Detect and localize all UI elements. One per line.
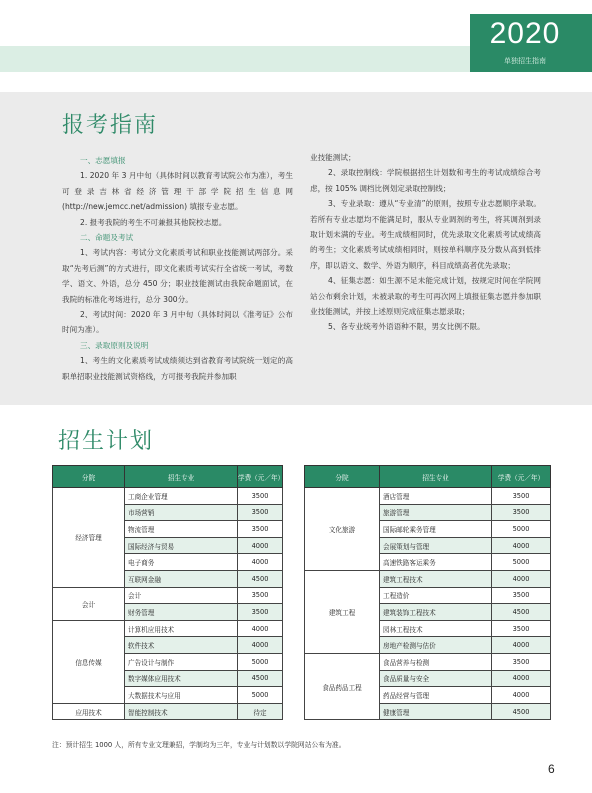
header-fee: 学费（元／年） — [238, 466, 283, 488]
fee-cell: 3500 — [238, 504, 283, 521]
major-cell: 园林工程技术 — [380, 620, 492, 637]
major-cell: 旅游管理 — [380, 504, 492, 521]
paragraph: 1、考生的文化素质考试成绩须达到省教育考试院统一划定的高职单招职业技能测试资格线，方可报考我院并参加职 — [62, 356, 293, 381]
major-cell: 会计 — [125, 587, 238, 604]
fee-cell: 4000 — [238, 620, 283, 637]
fee-cell: 5000 — [238, 653, 283, 670]
plan-note: 注：预计招生 1000 人，所有专业文理兼招，学制均为三年，专业与计划数以学院网站公布为准。 — [52, 741, 346, 749]
fee-cell: 3500 — [492, 620, 551, 637]
category-cell: 食品药品工程 — [305, 653, 380, 719]
table-row — [53, 488, 283, 505]
paragraph: 2、录取控制线：学院根据招生计划数和考生的考试成绩综合考虑，按 105% 调档比例划定录取控制线； — [310, 168, 541, 193]
major-cell: 软件技术 — [125, 637, 238, 654]
fee-cell: 4000 — [492, 637, 551, 654]
fee-cell: 3500 — [492, 504, 551, 521]
fee-cell: 4000 — [492, 687, 551, 704]
fee-cell: 4500 — [238, 670, 283, 687]
major-cell: 酒店管理 — [380, 488, 492, 505]
table-row — [53, 587, 283, 604]
category-cell: 文化旅游 — [305, 488, 380, 571]
header-category: 分院 — [53, 466, 125, 488]
fee-cell: 4000 — [238, 554, 283, 571]
major-cell: 工程造价 — [380, 587, 492, 604]
enrollment-table-right — [304, 465, 551, 720]
header-fee: 学费（元／年） — [492, 466, 551, 488]
guide-left-column — [62, 153, 293, 384]
fee-cell: 5000 — [492, 554, 551, 571]
paragraph: 业技能测试； — [310, 153, 356, 162]
category-cell: 经济管理 — [53, 488, 125, 588]
section-heading: 二、命题及考试 — [80, 233, 134, 243]
paragraph: 1、考试内容：考试分文化素质考试和职业技能测试两部分。采取“先考后测”的方式进行，即文化素质考试实行全省统一考试，考数学、语文、外语，总分 450 分；职业技能测试由我院命题面试，在我院的标准化考场进行，总分 300分。 — [62, 248, 293, 304]
major-cell: 数字媒体应用技术 — [125, 670, 238, 687]
fee-cell: 4000 — [492, 537, 551, 554]
fee-cell: 3500 — [238, 488, 283, 505]
fee-cell: 4500 — [492, 604, 551, 621]
major-cell: 建筑装饰工程技术 — [380, 604, 492, 621]
major-cell: 工商企业管理 — [125, 488, 238, 505]
major-cell: 广告设计与制作 — [125, 653, 238, 670]
table-row — [53, 620, 283, 637]
header-major: 招生专业 — [380, 466, 492, 488]
enrollment-table-left — [52, 465, 283, 720]
category-cell: 信息传媒 — [53, 620, 125, 703]
major-cell: 建筑工程技术 — [380, 570, 492, 587]
fee-cell: 4000 — [238, 637, 283, 654]
fee-cell: 5000 — [492, 521, 551, 538]
major-cell: 大数据技术与应用 — [125, 687, 238, 704]
major-cell: 财务管理 — [125, 604, 238, 621]
fee-cell: 4500 — [238, 570, 283, 587]
section-heading: 三、录取原则及说明 — [80, 340, 149, 350]
table-row — [53, 703, 283, 720]
category-cell: 应用技术 — [53, 703, 125, 720]
paragraph: 2. 报考我院的考生不可兼报其他院校志愿。 — [80, 217, 227, 227]
paragraph: 1. 2020 年 3 月中旬（具体时间以教育考试院公布为准），考生可登录吉林省经济管理干部学院招生信息网 (http://new.jemcc.net/admission) 填报专业志愿。 — [62, 171, 293, 212]
year-badge — [470, 14, 580, 72]
fee-cell: 4000 — [492, 670, 551, 687]
table-row — [305, 653, 551, 670]
category-cell: 会计 — [53, 587, 125, 620]
fee-cell: 待定 — [238, 703, 283, 720]
fee-cell: 3500 — [238, 521, 283, 538]
major-cell: 国际经济与贸易 — [125, 537, 238, 554]
major-cell: 食品质量与安全 — [380, 670, 492, 687]
paragraph: 2、考试时间：2020 年 3 月中旬（具体时间以《准考证》公布时间为准）。 — [62, 310, 293, 335]
fee-cell: 3500 — [492, 653, 551, 670]
major-cell: 市场营销 — [125, 504, 238, 521]
table-row — [305, 570, 551, 587]
major-cell: 互联网金融 — [125, 570, 238, 587]
major-cell: 电子商务 — [125, 554, 238, 571]
plan-title: 招生计划 — [58, 429, 155, 454]
year-text: 2020 — [489, 17, 561, 50]
guide-title: 报考指南 — [62, 113, 159, 138]
paragraph: 4、征集志愿：如生源不足未能完成计划，按规定时间在学院网站公布剩余计划，未被录取的考生可再次网上填报征集志愿并参加职业技能测试，并按上述原则完成征集志愿录取； — [310, 276, 541, 317]
major-cell: 会展策划与管理 — [380, 537, 492, 554]
guide-right-column — [310, 150, 541, 335]
category-cell: 建筑工程 — [305, 570, 380, 653]
fee-cell: 5000 — [238, 687, 283, 704]
fee-cell: 3500 — [238, 587, 283, 604]
major-cell: 智能控制技术 — [125, 703, 238, 720]
fee-cell: 4500 — [492, 703, 551, 720]
fee-cell: 3500 — [492, 587, 551, 604]
section-heading: 一、志愿填报 — [80, 156, 126, 165]
header-major: 招生专业 — [125, 466, 238, 488]
header-accent-bar — [0, 46, 470, 72]
major-cell: 健康管理 — [380, 703, 492, 720]
major-cell: 药品经营与管理 — [380, 687, 492, 704]
major-cell: 食品营养与检测 — [380, 653, 492, 670]
fee-cell: 3500 — [492, 488, 551, 505]
fee-cell: 4000 — [492, 570, 551, 587]
year-subtitle: 单独招生指南 — [504, 57, 546, 65]
paragraph: 5、各专业统考外语语种不限，男女比例不限。 — [328, 322, 485, 332]
fee-cell: 4000 — [238, 537, 283, 554]
major-cell: 高速铁路客运乘务 — [380, 554, 492, 571]
page-number: 6 — [548, 762, 555, 776]
major-cell: 物流管理 — [125, 521, 238, 538]
header-category: 分院 — [305, 466, 380, 488]
table-row — [305, 488, 551, 505]
fee-cell: 3500 — [238, 604, 283, 621]
paragraph: 3、专业录取：遵从“专业清”的原则，按照专业志愿顺序录取。若所有专业志愿均不能满足时，服从专业调剂的考生，将其调剂到录取计划未满的专业。考生成绩相同时，优先录取文化素质考试成绩高的考生；文化素质考试成绩相同时，则按单科顺序及分数从高到低排序，即以语文、数学、外语为顺序，科目成绩高者优先录取； — [310, 199, 541, 270]
major-cell: 房地产检测与估价 — [380, 637, 492, 654]
header-edge-bar — [580, 14, 592, 72]
major-cell: 计算机应用技术 — [125, 620, 238, 637]
major-cell: 国际邮轮乘务管理 — [380, 521, 492, 538]
